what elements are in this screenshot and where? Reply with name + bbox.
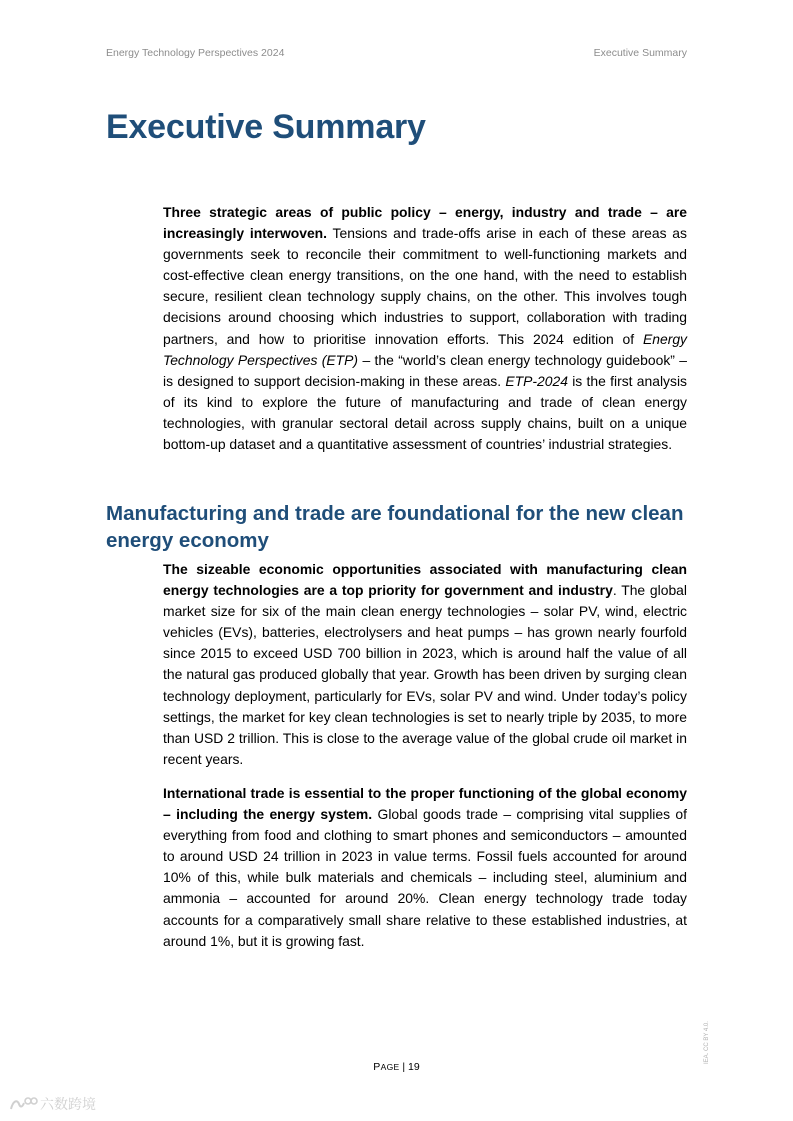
page-title: Executive Summary [106,108,426,146]
trade-lead: International trade is essential to the proper functioning of the global economy – including the energy system. [163,785,687,823]
intro-lead: Three strategic areas of public policy – energy, industry and trade – are increasingly interwoven. [163,204,687,242]
page-number: 19 [408,1061,420,1073]
page-label [373,1061,399,1073]
watermark-text: 六数跨境 [40,1096,96,1112]
running-header-left: Energy Technology Perspectives 2024 [106,47,285,59]
intro-italic-etp2024: ETP-2024 [505,372,568,389]
manufacturing-text: . The global market size for six of the main clean energy technologies – solar PV, wind, electric vehicles (EVs), batteries, electrolysers and heat pumps – has grown nearly fourfold since 2015 to exceed USD 700 billion in 2023, which is around half the value of all the natural gas produced globally that year. Growth has been driven by surging clean technology deployment, particularly for EVs, solar PV and wind. Under today’s policy settings, the market for key clean technologies is set to nearly triple by 2035, to more than USD 2 trillion. This is close to the average value of the global crude oil market in recent years. [163,582,687,767]
page-separator: | [399,1061,409,1073]
intro-text-1: Tensions and trade-offs arise in each of these areas as governments seek to reconcile their commitment to well-functioning markets and cost-effective clean energy transitions, on the one hand, with the need to establish secure, resilient clean technology supply chains, on the other. This involves tough decisions around choosing which industries to support, collaboration with trading partners, and how to prioritise innovation efforts. This 2024 edition of [163,225,687,347]
running-header-right: Executive Summary [593,47,687,59]
intro-text-2: – the “world’s clean energy technology guidebook” – is designed to support decision-making in these areas. [163,351,688,389]
trade-text: Global goods trade – comprising vital supplies of everything from food and clothing to smart phones and semiconductors – amounted to around USD 24 trillion in 2023 in value terms. Fossil fuels accounted for around 10% of this, while bulk materials and chemicals – including steel, aluminium and ammonia – accounted for around 20%. Clean energy technology trade today accounts for a comparatively small share relative to these established industries, at around 1%, but it is growing fast. [163,806,688,949]
trade-paragraph [163,783,687,952]
manufacturing-lead: The sizeable economic opportunities associated with manufacturing clean energy technologies are a top priority for government and industry [163,561,687,599]
intro-text-3: is the first analysis of its kind to explore the future of manufacturing and trade of clean energy technologies, with granular sectoral detail across supply chains, built on a unique bottom-up dataset and a quantitative assessment of countries’ industrial strategies. [163,372,687,453]
page-label-first: P [373,1061,381,1073]
license-note: IEA. CC BY 4.0. [704,1021,710,1064]
page-footer [0,1061,793,1073]
watermark [8,1094,96,1114]
intro-paragraph [163,202,687,455]
section-heading: Manufacturing and trade are foundational for the new clean energy economy [106,502,684,552]
manufacturing-paragraph [163,559,687,770]
page-label-rest: AGE [380,1062,400,1072]
watermark-logo-icon [8,1095,38,1113]
intro-italic-etp: Energy Technology Perspectives (ETP) [163,330,687,368]
